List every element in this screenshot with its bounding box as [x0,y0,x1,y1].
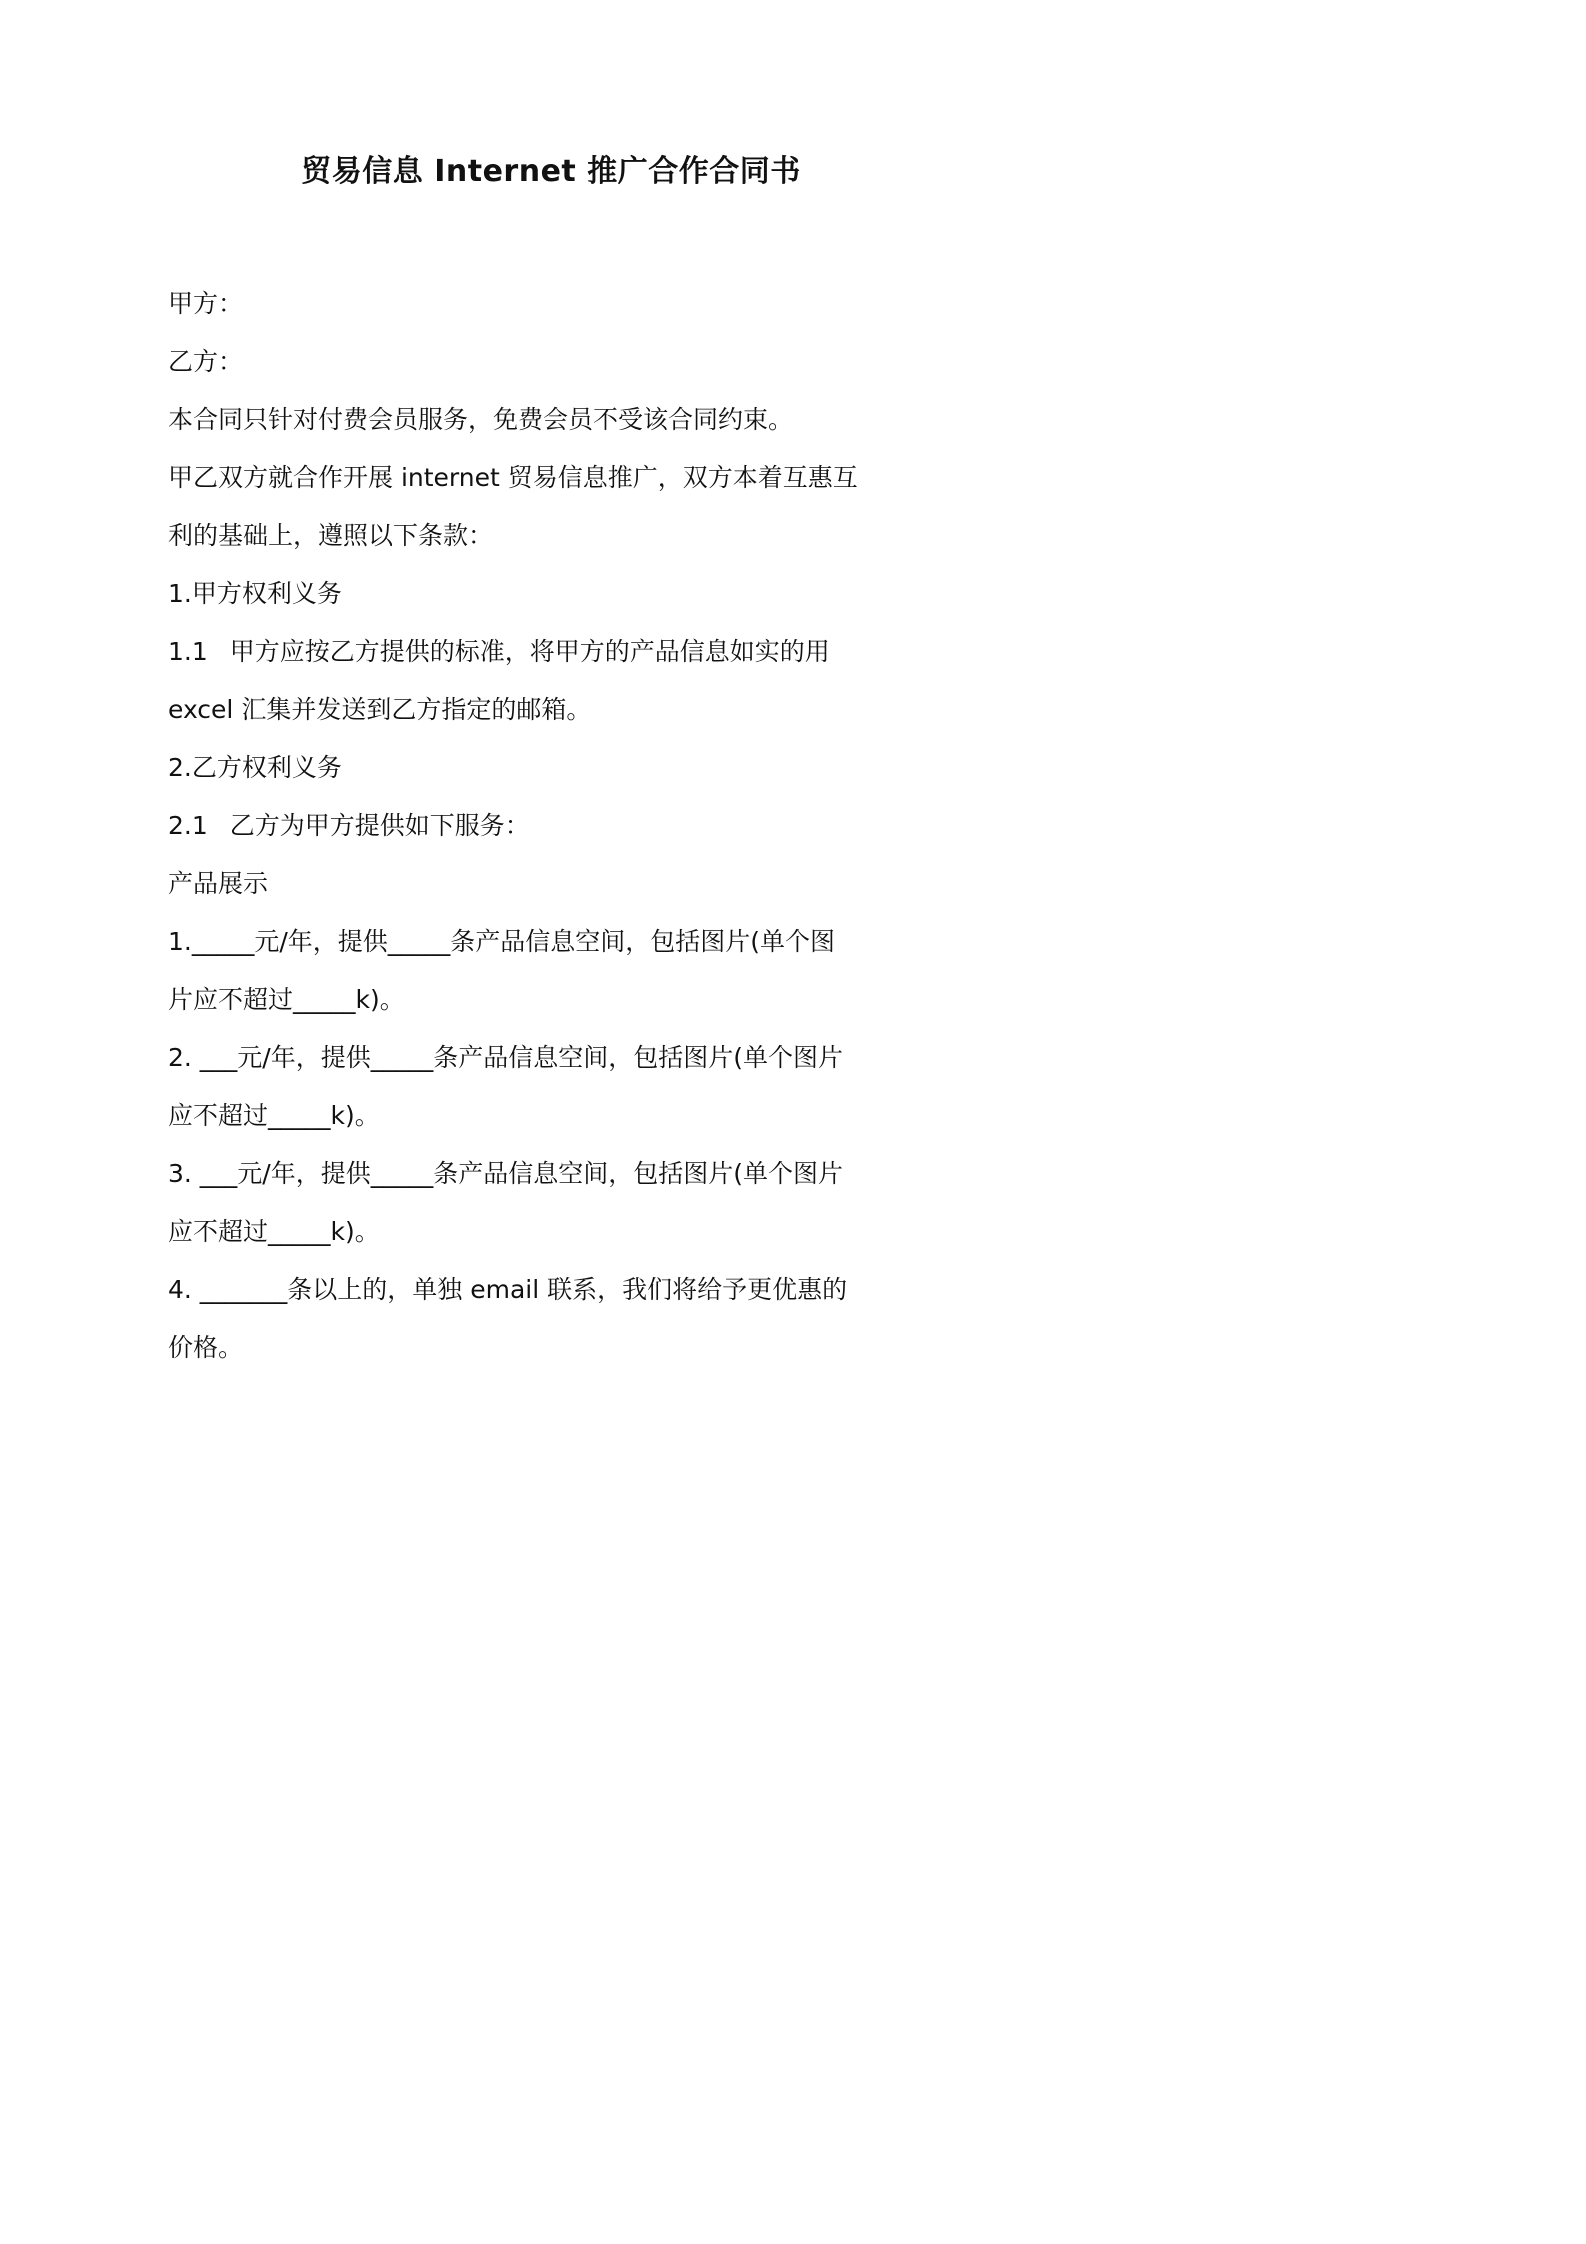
scope-note-line: 本合同只针对付费会员服务，免费会员不受该合同约束。 [168,405,794,434]
clause-2-1-line [168,797,943,855]
clause-1-1-line [168,623,943,681]
party-b-line: 乙方： [168,347,244,376]
document-page [0,0,1102,1559]
clause-text: 乙方为甲方提供如下服务： [229,811,530,840]
section-heading-party-b: 2.乙方权利义务 [168,753,342,782]
tier-1-continuation: 片应不超过_____k)。 [168,985,405,1014]
tier-3-line: 3. ___元/年，提供_____条产品信息空间，包括图片(单个图片 [168,1159,843,1188]
product-display-heading: 产品展示 [168,869,269,898]
section-heading-party-a: 1.甲方权利义务 [168,579,342,608]
preamble-line: 利的基础上，遵照以下条款： [168,521,494,550]
tier-3-continuation: 应不超过_____k)。 [168,1217,380,1246]
party-a-line: 甲方： [168,289,244,318]
tier-2-continuation: 应不超过_____k)。 [168,1101,380,1130]
clause-number: 1.1 [168,637,208,666]
tier-1-line: 1._____元/年，提供_____条产品信息空间，包括图片(单个图 [168,927,836,956]
clause-text: 甲方应按乙方提供的标准，将甲方的产品信息如实的用 [229,637,830,666]
document-title: 贸易信息 Internet 推广合作合同书 [301,154,801,189]
clause-1-1-continuation: excel 汇集并发送到乙方指定的邮箱。 [168,695,592,724]
clause-number: 2.1 [168,811,208,840]
tier-4-line: 4. _______条以上的，单独 email 联系，我们将给予更优惠的 [168,1275,848,1304]
preamble-line: 甲乙双方就合作开展 internet 贸易信息推广，双方本着互惠互 [168,463,858,492]
tier-2-line: 2. ___元/年，提供_____条产品信息空间，包括图片(单个图片 [168,1043,843,1072]
tier-4-continuation: 价格。 [168,1333,244,1362]
document-body [168,275,943,1377]
